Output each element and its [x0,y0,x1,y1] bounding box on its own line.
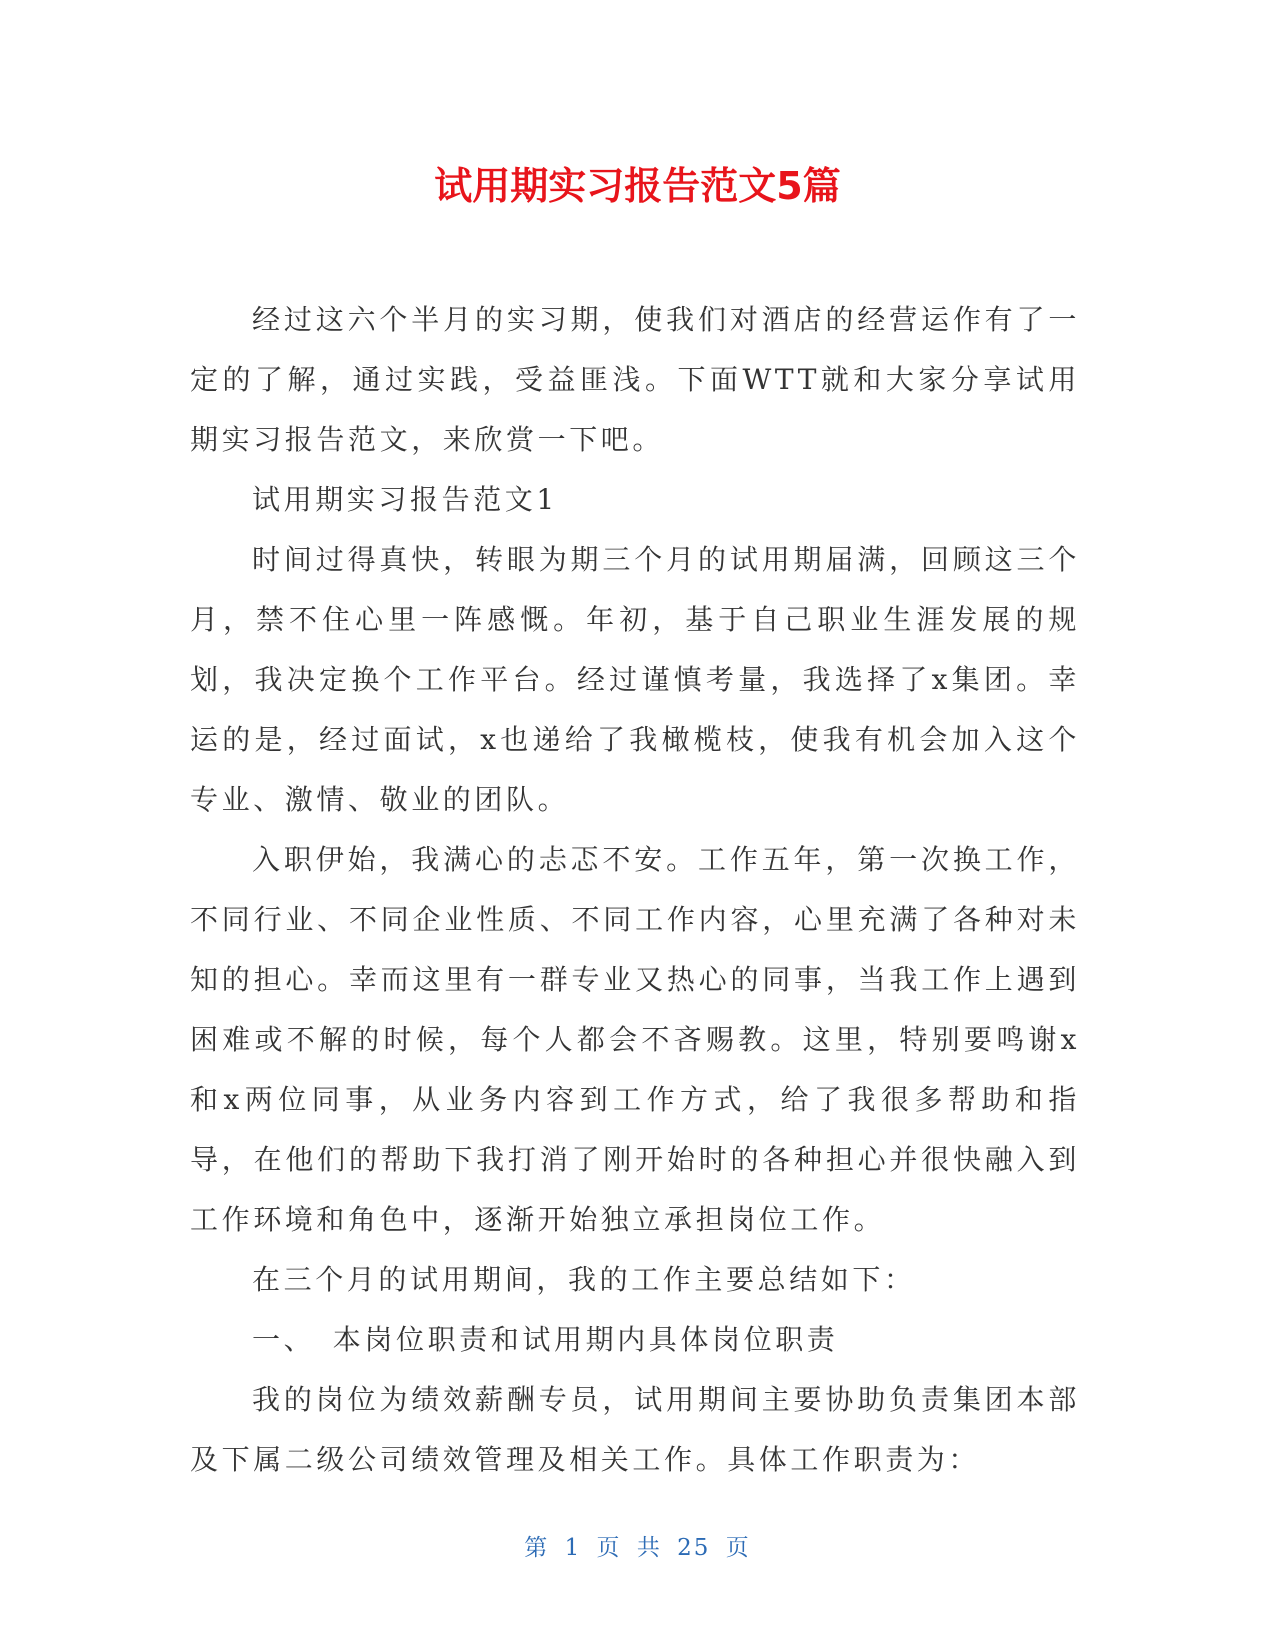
body-paragraph: 我的岗位为绩效薪酬专员，试用期间主要协助负责集团本部及下属二级公司绩效管理及相关工作。具体工作职责为： [190,1383,1080,1476]
list-heading: 一、 本岗位职责和试用期内具体岗位职责 [252,1323,839,1356]
page-number-footer: 第 1 页 共 25 页 [524,1535,751,1561]
intro-paragraph: 经过这六个半月的实习期，使我们对酒店的经营运作有了一定的了解，通过实践，受益匪浅。下面WTT就和大家分享试用期实习报告范文，来欣赏一下吧。 [190,303,1080,456]
section-heading: 试用期实习报告范文1 [252,483,558,516]
document-title: 试用期实习报告范文5篇 [434,164,841,208]
document-body [190,290,1080,1490]
body-paragraph: 在三个月的试用期间，我的工作主要总结如下： [252,1263,916,1296]
body-paragraph: 入职伊始，我满心的忐忑不安。工作五年，第一次换工作，不同行业、不同企业性质、不同工作内容，心里充满了各种对未知的担心。幸而这里有一群专业又热心的同事，当我工作上遇到困难或不解的时候，每个人都会不吝赐教。这里，特别要鸣谢x和x两位同事，从业务内容到工作方式，给了我很多帮助和指导，在他们的帮助下我打消了刚开始时的各种担心并很快融入到工作环境和角色中，逐渐开始独立承担岗位工作。 [190,843,1080,1236]
body-paragraph: 时间过得真快，转眼为期三个月的试用期届满，回顾这三个月，禁不住心里一阵感慨。年初，基于自己职业生涯发展的规划，我决定换个工作平台。经过谨慎考量，我选择了x集团。幸运的是，经过面试，x也递给了我橄榄枝，使我有机会加入这个专业、激情、敬业的团队。 [190,543,1080,816]
